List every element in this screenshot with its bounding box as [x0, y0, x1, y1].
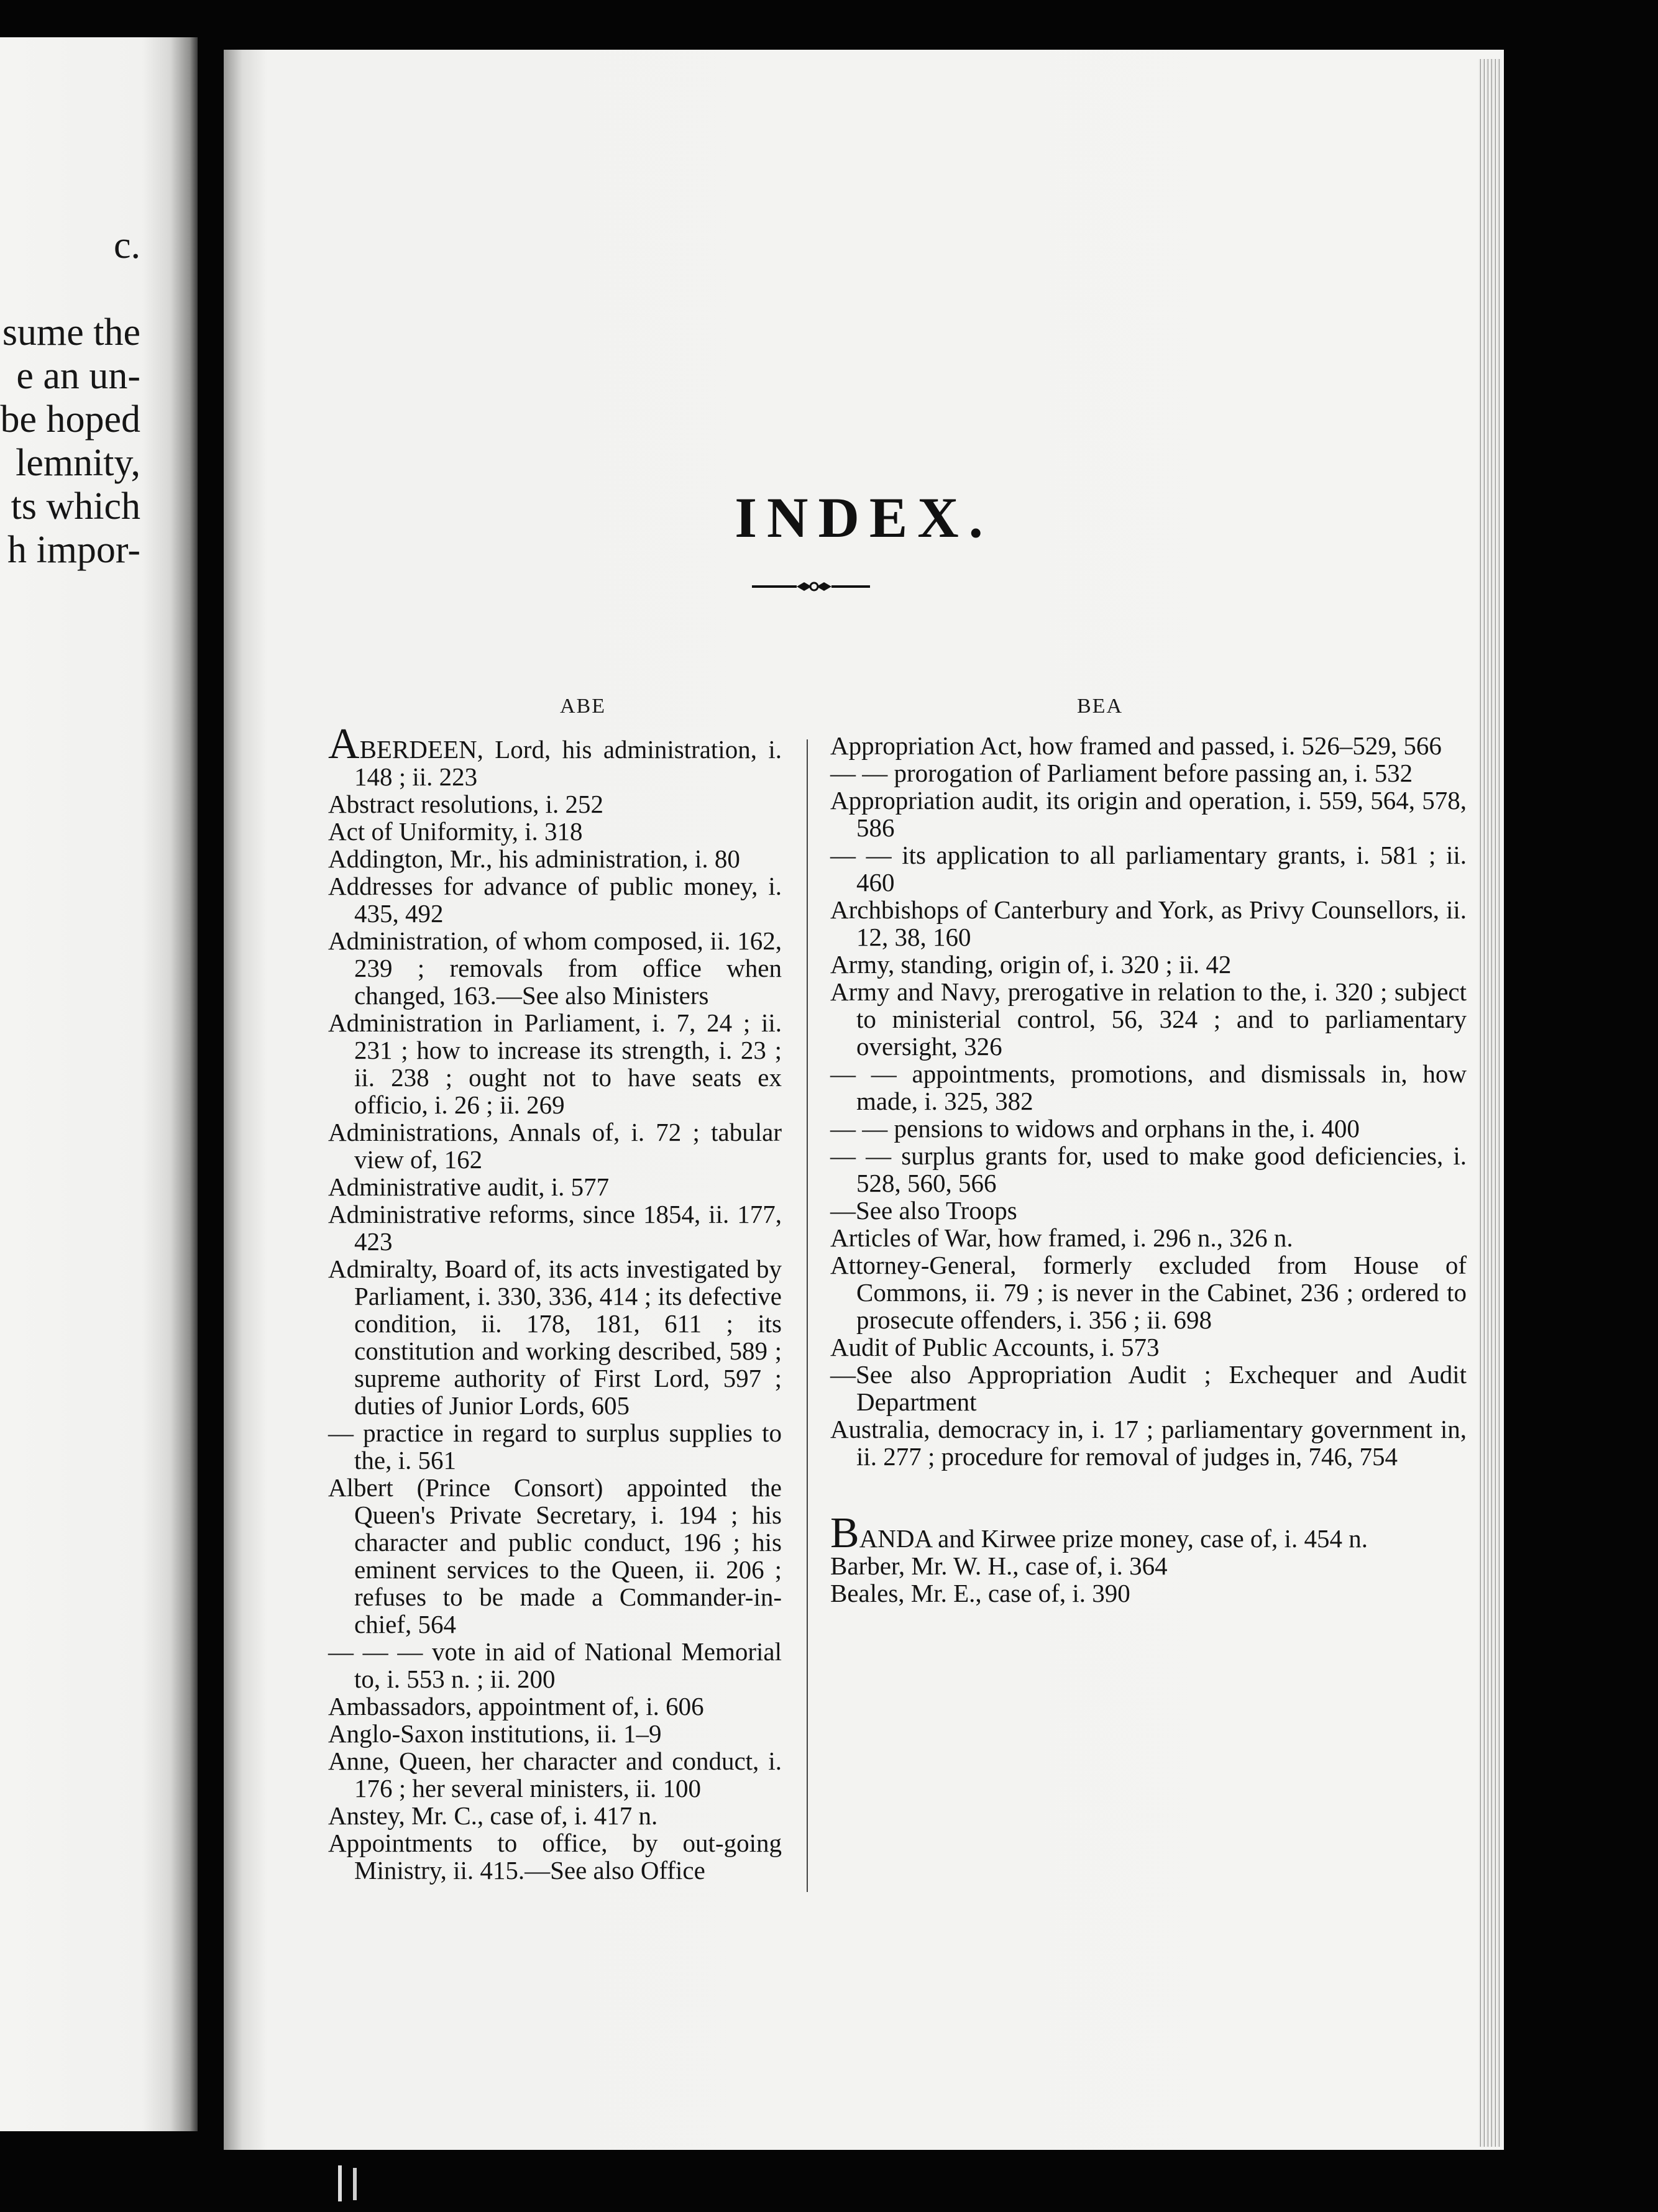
index-entry-text: — — appointments, promotions, and dismissals in, how made, i. 325, 382 — [830, 1059, 1467, 1115]
index-entry-text: Appropriation audit, its origin and operation, i. 559, 564, 578, 586 — [830, 786, 1467, 842]
previous-page-fragment — [0, 37, 198, 2131]
index-entry-text: Australia, democracy in, i. 17 ; parliamentary government in, ii. 277 ; procedure for removal of judges in, 746, 754 — [830, 1415, 1467, 1471]
index-entry-text: Ambassadors, appointment of, i. 606 — [328, 1692, 704, 1721]
index-entry-text: Army and Navy, prerogative in relation to the, i. 320 ; subject to ministerial control, 56, 324 ; and to parliamentary oversight, 326 — [830, 977, 1467, 1061]
index-entry-text: — practice in regard to surplus supplies to the, i. 561 — [328, 1419, 782, 1474]
ornament-divider — [752, 579, 870, 594]
index-entry-text: Administration, of whom composed, ii. 162, 239 ; removals from office when changed, 163.—See also Ministers — [328, 926, 782, 1010]
index-entry — [328, 1419, 782, 1474]
index-entry-text: — — pensions to widows and orphans in the, i. 400 — [830, 1114, 1360, 1143]
previous-page-text: c. — [113, 224, 140, 267]
index-entry-text: Anstey, Mr. C., case of, i. 417 n. — [328, 1801, 658, 1830]
index-entry-text: ANDA and Kirwee prize money, case of, i. 454 n. — [859, 1524, 1368, 1553]
index-entry — [830, 1579, 1467, 1607]
index-entry — [830, 896, 1467, 951]
index-entry-text: Archbishops of Canterbury and York, as Privy Counsellors, ii. 12, 38, 160 — [830, 895, 1467, 951]
page-edge — [1479, 59, 1501, 2147]
index-entry-text: — — surplus grants for, used to make good deficiencies, i. 528, 560, 566 — [830, 1141, 1467, 1197]
index-page — [224, 50, 1504, 2150]
index-entry-text: — — its application to all parliamentary grants, i. 581 ; ii. 460 — [830, 841, 1467, 897]
index-entry-text: Administrative reforms, since 1854, ii. 177, 423 — [328, 1200, 782, 1256]
previous-page-text: e an un- — [16, 355, 140, 397]
index-entry — [830, 978, 1467, 1060]
index-entry-text: Anne, Queen, her character and conduct, i. 176 ; her several ministers, ii. 100 — [328, 1747, 782, 1803]
index-entry-text: Administration in Parliament, i. 7, 24 ; ii. 231 ; how to increase its strength, i. 23 ; ii. 238 ; ought not to have seats ex officio, i. 26 ; ii. 269 — [328, 1008, 782, 1119]
index-entry — [328, 1638, 782, 1693]
index-entry — [328, 1474, 782, 1638]
index-entry — [830, 1115, 1467, 1142]
drop-cap-letter: B — [830, 1509, 859, 1557]
index-entry — [328, 1802, 782, 1829]
index-entry — [328, 1720, 782, 1747]
index-entry — [328, 1747, 782, 1802]
left-column — [328, 720, 782, 1885]
index-entry-text: Administrative audit, i. 577 — [328, 1172, 610, 1201]
index-entry — [830, 732, 1467, 759]
index-entry-text: Appointments to office, by out-going Ministry, ii. 415.—See also Office — [328, 1829, 782, 1885]
index-entry-text: Army, standing, origin of, i. 320 ; ii. 42 — [830, 950, 1232, 979]
index-entry-text: BERDEEN, Lord, his administration, i. 148 ; ii. 223 — [354, 735, 782, 791]
index-entry — [830, 787, 1467, 841]
index-entry-text: Addington, Mr., his administration, i. 80 — [328, 844, 740, 873]
index-entry — [830, 1224, 1467, 1251]
binding-marks — [336, 2165, 373, 2203]
index-entry — [830, 1142, 1467, 1197]
index-entry — [328, 1009, 782, 1118]
index-entry — [830, 1333, 1467, 1361]
index-entry-text: Appropriation Act, how framed and passed, i. 526–529, 566 — [830, 731, 1442, 760]
previous-page-text: ts which — [11, 485, 140, 528]
index-entry — [328, 927, 782, 1009]
index-entry — [328, 790, 782, 818]
index-entry-text: Articles of War, how framed, i. 296 n., 326 n. — [830, 1223, 1293, 1252]
index-entry — [328, 1173, 782, 1200]
index-entry-text: Audit of Public Accounts, i. 573 — [830, 1333, 1160, 1361]
index-entry — [830, 951, 1467, 978]
previous-page-text: h impor- — [7, 529, 140, 571]
index-entry-text: Admiralty, Board of, its acts investigated by Parliament, i. 330, 336, 414 ; its defective condition, ii. 178, 181, 611 ; its constitution and working described, 589 ; supreme authority of First Lord, 597 ; duties of Junior Lords, 605 — [328, 1255, 782, 1420]
index-entry-text: Beales, Mr. E., case of, i. 390 — [830, 1579, 1130, 1607]
previous-page-text: be hoped — [0, 398, 140, 441]
index-entry — [830, 1251, 1467, 1333]
index-entry-text: Albert (Prince Consort) appointed the Queen's Private Secretary, i. 194 ; his character and public conduct, 196 ; his eminent services to the Queen, ii. 206 ; refuses to be made a Commander-in-chief, 564 — [328, 1473, 782, 1638]
index-entry — [830, 1415, 1467, 1470]
index-entry-text: Administrations, Annals of, i. 72 ; tabular view of, 162 — [328, 1118, 782, 1174]
page-title: INDEX. — [735, 486, 993, 549]
index-entry-text: —See also Appropriation Audit ; Exchequer and Audit Department — [830, 1360, 1467, 1416]
drop-cap-letter: A — [328, 720, 360, 768]
index-entry — [328, 1829, 782, 1884]
index-entry — [830, 1361, 1467, 1415]
index-entry — [830, 1509, 1467, 1557]
index-entry — [328, 1255, 782, 1419]
previous-page-text: sume the — [2, 311, 140, 354]
index-entry-text: Act of Uniformity, i. 318 — [328, 817, 583, 846]
index-entry — [830, 1197, 1467, 1224]
index-entry — [830, 1060, 1467, 1115]
index-entry — [328, 1200, 782, 1255]
right-column — [830, 732, 1467, 1607]
index-entry — [830, 841, 1467, 896]
index-entry-text: — — — vote in aid of National Memorial to, i. 553 n. ; ii. 200 — [328, 1637, 782, 1693]
column-rule — [807, 739, 808, 1892]
index-entry-text: — — prorogation of Parliament before passing an, i. 532 — [830, 759, 1413, 787]
index-entry-text: Abstract resolutions, i. 252 — [328, 790, 603, 818]
index-entry-text: —See also Troops — [830, 1196, 1017, 1225]
index-entry — [328, 818, 782, 845]
index-entry-text: Anglo-Saxon institutions, ii. 1–9 — [328, 1719, 662, 1748]
index-entry — [328, 1693, 782, 1720]
index-entry — [328, 1118, 782, 1173]
index-entry-text: Attorney-General, formerly excluded from House of Commons, ii. 79 ; is never in the Cabinet, 236 ; ordered to prosecute offenders, i. 356 ; ii. 698 — [830, 1251, 1467, 1334]
left-column-header: ABE — [560, 695, 606, 718]
index-entry — [830, 1552, 1467, 1579]
previous-page-text: lemnity, — [16, 442, 140, 484]
index-entry — [328, 872, 782, 927]
index-entry — [830, 759, 1467, 787]
index-entry-text: Barber, Mr. W. H., case of, i. 364 — [830, 1552, 1168, 1580]
right-column-header: BEA — [1077, 695, 1123, 718]
index-entry — [328, 720, 782, 791]
index-entry — [328, 845, 782, 872]
index-entry-text: Addresses for advance of public money, i. 435, 492 — [328, 872, 782, 928]
